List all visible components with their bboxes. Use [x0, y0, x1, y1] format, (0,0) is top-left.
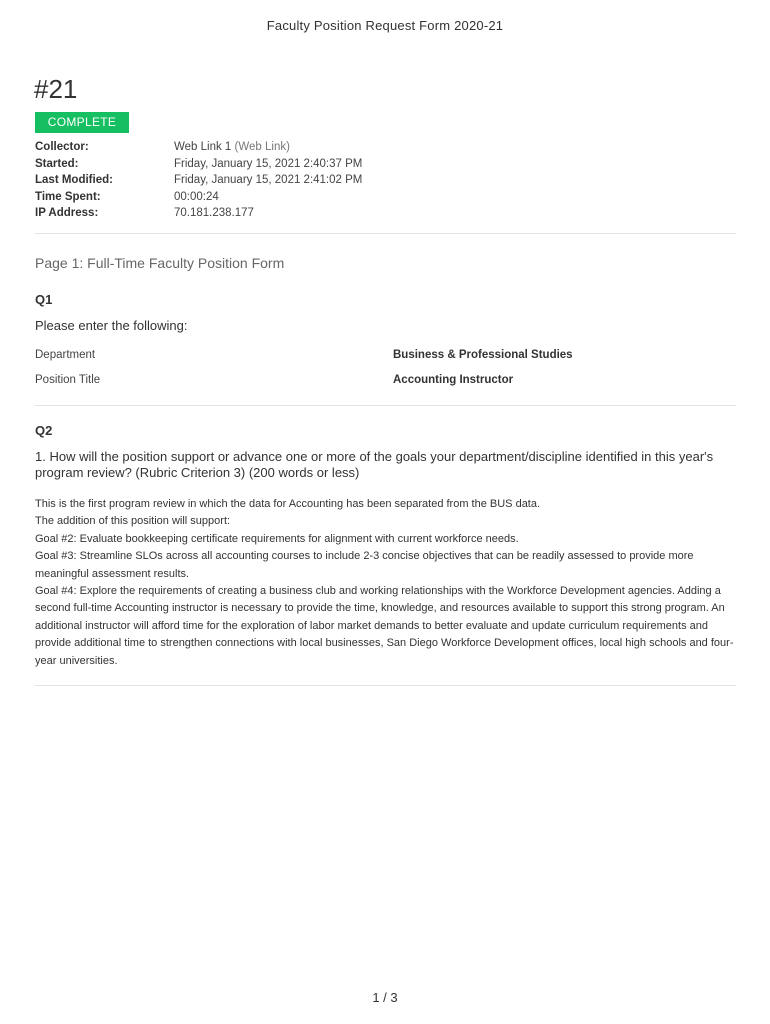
- answer-line: Goal #3: Streamline SLOs across all accounting courses to include 2-3 concise objectives that can be readily assessed to provide more meaningful assessment results.: [35, 550, 694, 580]
- divider: [35, 405, 736, 406]
- meta-key: Last Modified:: [35, 174, 113, 187]
- meta-value: Friday, January 15, 2021 2:40:37 PM: [174, 157, 363, 170]
- meta-key: Time Spent:: [35, 190, 101, 203]
- meta-value: 70.181.238.177: [174, 207, 254, 220]
- meta-key: IP Address:: [35, 207, 99, 220]
- page-title: Page 1: Full-Time Faculty Position Form: [35, 255, 285, 271]
- divider: [35, 233, 736, 234]
- answer-text-q2: [35, 496, 735, 670]
- page-indicator: 1 / 3: [372, 990, 398, 1005]
- document-title: Faculty Position Request Form 2020-21: [266, 18, 504, 33]
- meta-row-last-modified: [35, 172, 435, 189]
- meta-key: Started:: [35, 157, 79, 170]
- meta-row-started: [35, 156, 435, 173]
- divider: [35, 685, 736, 686]
- answer-line: This is the first program review in which the data for Accounting has been separated from the BUS data.: [35, 498, 541, 510]
- field-name: Position Title: [35, 374, 101, 386]
- answer-line: Goal #2: Evaluate bookkeeping certificate requirements for alignment with current workforce needs.: [35, 532, 519, 545]
- question-text-q2: 1. How will the position support or advance one or more of the goals your department/discipline identified in this year's program review? (Rubric Criterion 3) (200 words or less): [35, 449, 714, 480]
- meta-value: Web Link 1 (Web Link): [174, 141, 290, 153]
- meta-row-time-spent: [35, 189, 435, 206]
- meta-key: Collector:: [35, 141, 89, 153]
- answer-line: Goal #4: Explore the requirements of creating a business club and working relationships with the Workforce Development agencies. Adding a second full-time Accounting instructor is necessary to provide the time, knowledge, and resources available to support this strong program. An additional instructor will afford time for the exploration of labor market demands to better evaluate and update curriculum requirements and provide additional time to strengthen connections with local businesses, San Diego Workforce Development offices, local high schools and four-year universities.: [35, 585, 734, 667]
- question-label-q2: Q2: [35, 423, 53, 438]
- response-number: #21: [34, 74, 78, 104]
- meta-row-collector: [35, 139, 435, 156]
- answer-line: The addition of this position will support:: [35, 515, 231, 528]
- meta-row-ip-address: [35, 205, 435, 222]
- field-value: Accounting Instructor: [393, 374, 514, 386]
- field-name: Department: [35, 349, 96, 361]
- response-metadata: [35, 139, 435, 222]
- meta-value: Friday, January 15, 2021 2:41:02 PM: [174, 174, 363, 187]
- meta-value: 00:00:24: [174, 190, 219, 203]
- question-text-q1: Please enter the following:: [35, 318, 188, 333]
- status-badge: COMPLETE: [35, 112, 129, 133]
- question-label-q1: Q1: [35, 292, 53, 307]
- field-value: Business & Professional Studies: [393, 349, 573, 361]
